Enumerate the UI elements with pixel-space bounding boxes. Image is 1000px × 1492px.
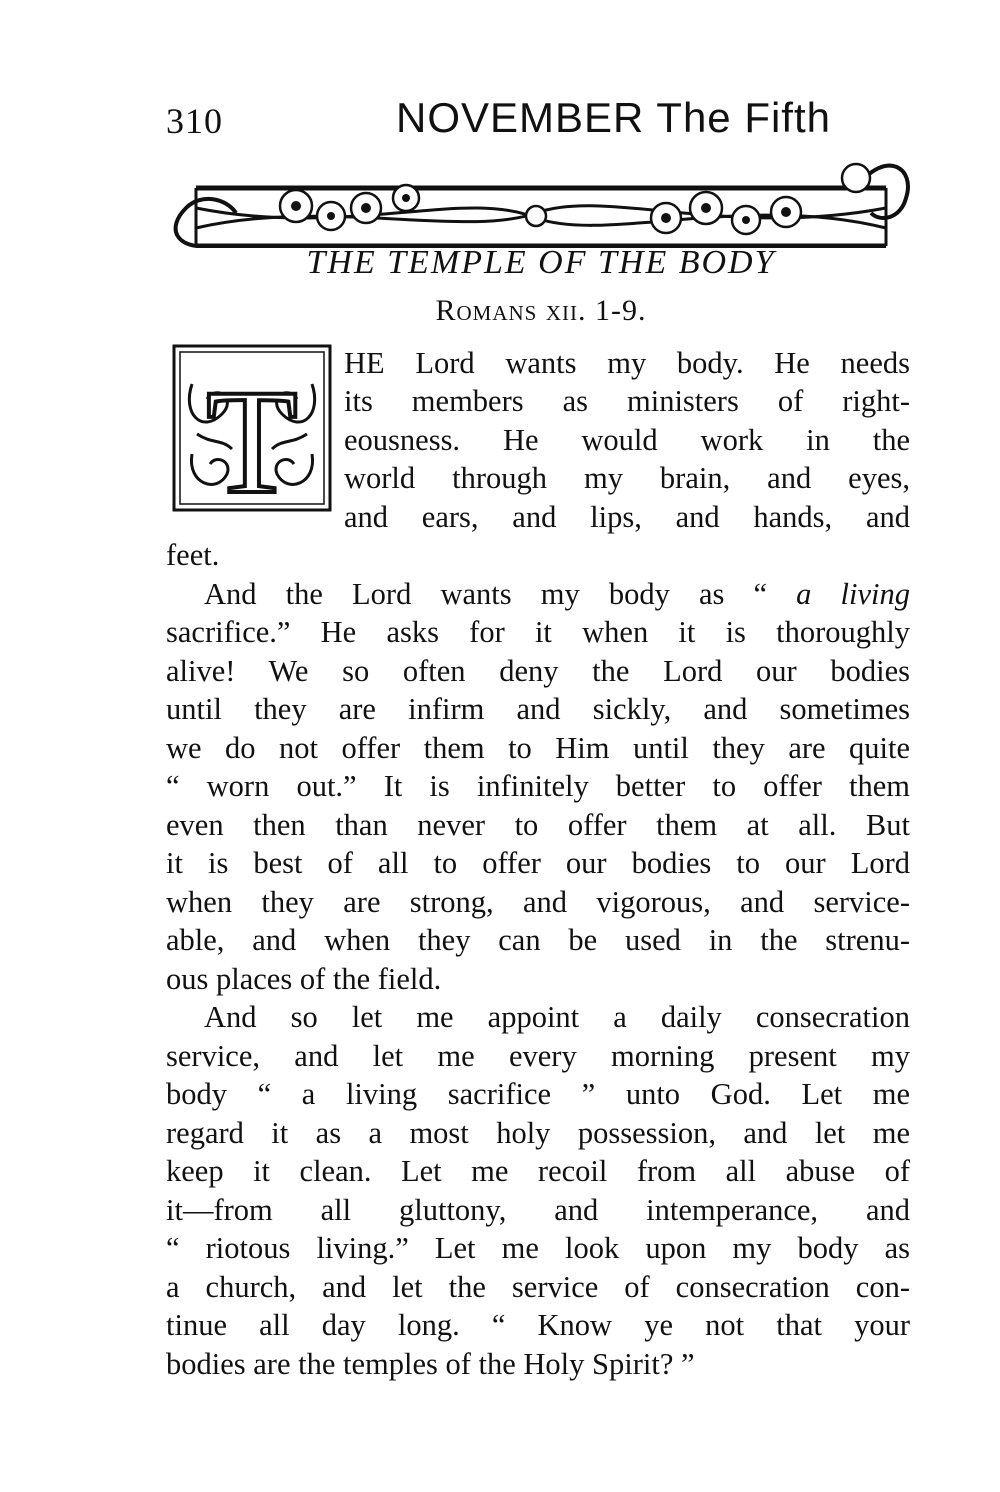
paragraph-line: regard it as a most holy possession, and let me bbox=[166, 1116, 910, 1150]
floral-ornament-icon bbox=[166, 128, 916, 248]
paragraph-line: “ worn out.” It is infinitely better to offer them bbox=[166, 769, 910, 803]
chapter-title: THE TEMPLE OF THE BODY bbox=[306, 244, 776, 281]
paragraph-line: world through my brain, and eyes, bbox=[344, 461, 910, 495]
paragraph-line: HE Lord wants my body. He needs bbox=[344, 346, 910, 380]
paragraph-line: ous places of the field. bbox=[166, 962, 442, 996]
emphasis: a living bbox=[796, 577, 910, 611]
paragraph-line: eousness. He would work in the bbox=[344, 423, 910, 457]
paragraph-line: a church, and let the service of consecration con- bbox=[166, 1270, 910, 1304]
paragraph-line: when they are strong, and vigorous, and service- bbox=[166, 885, 910, 919]
page-header bbox=[166, 90, 916, 250]
paragraph-line: tinue all day long. “ Know ye not that your bbox=[166, 1308, 910, 1342]
paragraph-line: able, and when they can be used in the strenu- bbox=[166, 923, 910, 957]
paragraph-line: alive! We so often deny the Lord our bodies bbox=[166, 654, 910, 688]
paragraph-line: And so let me appoint a daily consecration bbox=[204, 1000, 910, 1034]
paragraph-line: sacrifice.” He asks for it when it is thoroughly bbox=[166, 615, 910, 649]
paragraph-line: its members as ministers of right- bbox=[344, 384, 910, 418]
drop-cap-ornament-icon bbox=[172, 344, 332, 512]
paragraph-line: body “ a living sacrifice ” unto God. Let me bbox=[166, 1077, 910, 1111]
scripture-reference: Romans xii. 1-9. bbox=[435, 294, 647, 327]
paragraph-line: keep it clean. Let me recoil from all abuse of bbox=[166, 1154, 910, 1188]
paragraph-line: bodies are the temples of the Holy Spirit? ” bbox=[166, 1347, 695, 1381]
paragraph-line: And the Lord wants my body as “ a living bbox=[204, 577, 910, 611]
paragraph-line: service, and let me every morning present my bbox=[166, 1039, 910, 1073]
paragraph-line: even then than never to offer them at all. But bbox=[166, 808, 910, 842]
paragraph-line: until they are infirm and sickly, and sometimes bbox=[166, 692, 910, 726]
paragraph-line: we do not offer them to Him until they are quite bbox=[166, 731, 910, 765]
paragraph-line: and ears, and lips, and hands, and bbox=[344, 500, 910, 534]
drop-cap-t bbox=[172, 344, 332, 512]
page-number: 310 bbox=[166, 101, 223, 141]
paragraph-line: it—from all gluttony, and intemperance, and bbox=[166, 1193, 910, 1227]
paragraph-line: “ riotous living.” Let me look upon my body as bbox=[166, 1231, 910, 1265]
paragraph-line: feet. bbox=[166, 538, 220, 572]
paragraph-line: it is best of all to offer our bodies to our Lord bbox=[166, 846, 910, 880]
running-title: NOVEMBER The Fifth bbox=[396, 94, 832, 141]
svg-text:T: T bbox=[206, 359, 298, 512]
